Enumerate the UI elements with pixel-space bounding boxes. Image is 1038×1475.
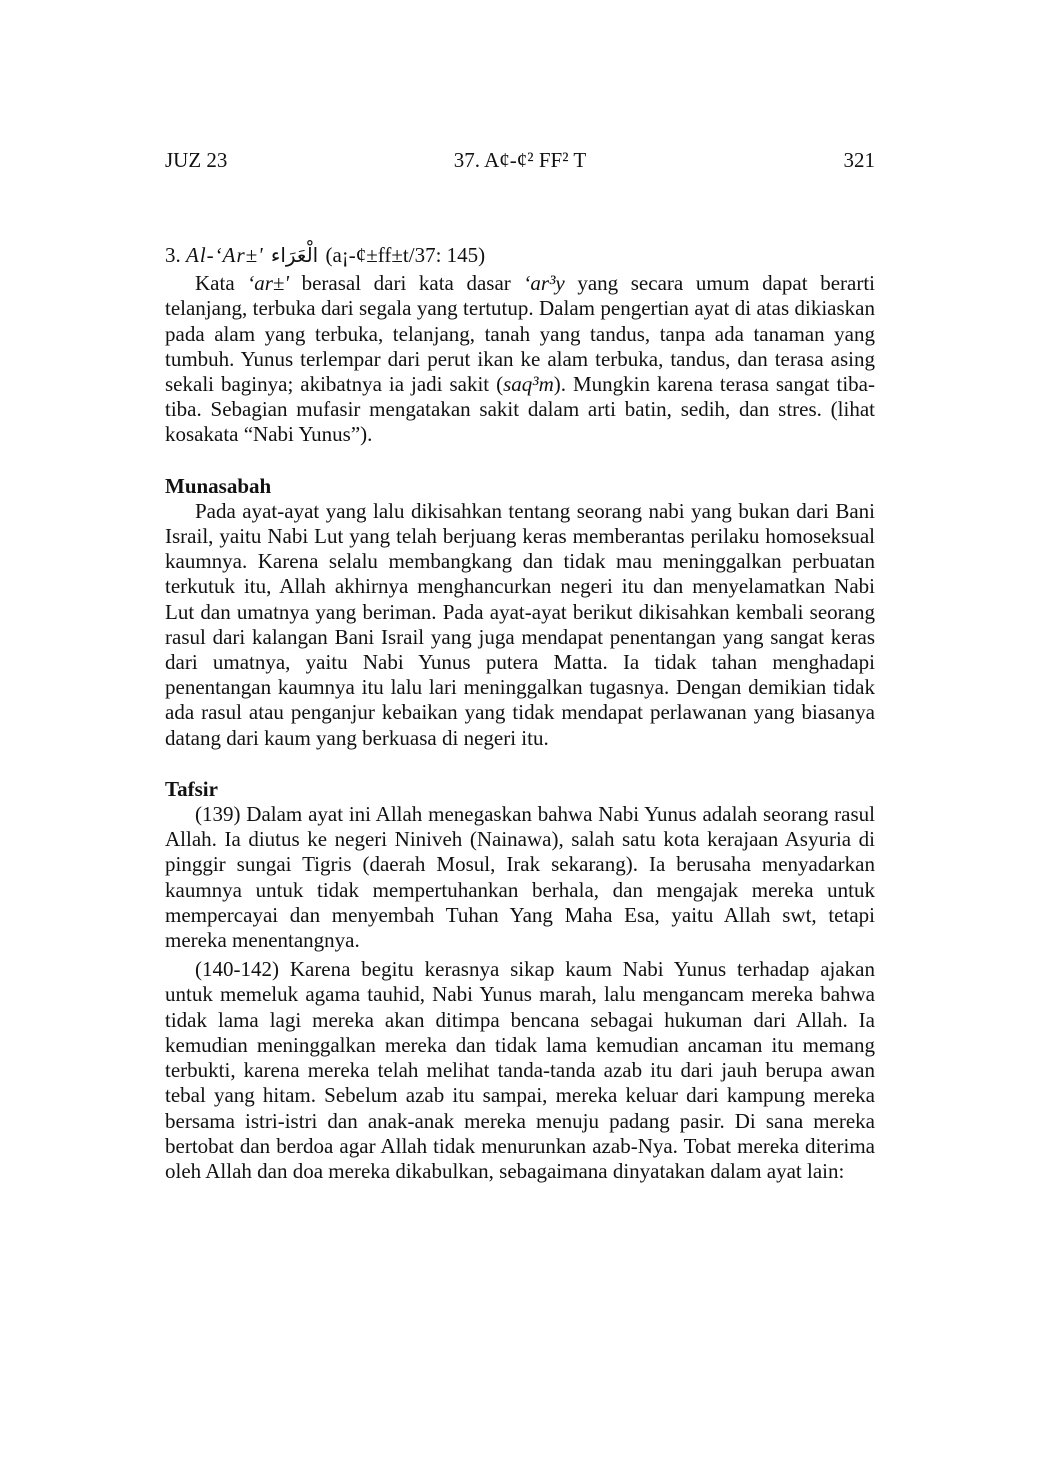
page-number: 321 (843, 148, 875, 172)
body-text (165, 243, 875, 1184)
tafsir-heading: Tafsir (165, 776, 218, 801)
vocab-italic-term: saq³m (503, 372, 554, 397)
vocab-item-number: 3. (165, 243, 181, 267)
vocab-text-part: berasal dari kata dasar (288, 271, 524, 296)
vocab-text-part: Kata (195, 271, 248, 296)
vocab-explanation (165, 271, 875, 447)
vocab-reference: (a¡-¢±ff±t/37: 145) (325, 243, 486, 267)
vocab-term: Al-‘Ar±' (186, 243, 264, 267)
tafsir-paragraph: (139) Dalam ayat ini Allah menegaskan bahwa Nabi Yunus adalah seorang rasul Allah. Ia diutus ke negeri Niniveh (Nainawa), salah satu kota kerajaan Asyuria di pinggir sungai Tigris (daerah Mosul, Irak sekarang). Ia berusaha menyadarkan kaumnya untuk tidak mempertuhankan berhala, dan mengajak mereka untuk mempercayai dan menyembah Tuhan Yang Maha Esa, yaitu Allah swt, tetapi mereka menentangnya. (165, 802, 875, 953)
surah-title: 37. A¢-¢² FF² T (453, 148, 587, 172)
running-header (165, 146, 875, 174)
vocab-text-part: ). Mungkin karena terasa sangat tiba-tiba. Sebagian mufasir mengatakan sakit dalam arti batin, sedih, dan stres. (lihat kosakata “Nabi Yunus”). (165, 372, 875, 447)
vocab-text-part: yang secara umum dapat berarti telanjang, terbuka dari segala yang tertutup. Dalam pengertian ayat di atas dikiaskan pada alam yang terbuka, telanjang, tanah yang tandus, tanpa ada tanaman yang tumbuh. Yunus terlempar dari perut ikan ke alam terbuka, tandus, dan terasa asing sekali baginya; akibatnya ia jadi sakit ( (165, 271, 875, 397)
tafsir-paragraph: (140-142) Karena begitu kerasnya sikap kaum Nabi Yunus terhadap ajakan untuk memeluk agama tauhid, Nabi Yunus marah, lalu mengancam mereka bahwa tidak lama lagi mereka akan ditimpa bencana sebagai hukuman dari Allah. Ia kemudian meninggalkan mereka dan tidak lama kemudian ancaman itu memang terbukti, karena mereka telah melihat tanda-tanda azab itu dari jauh berupa awan tebal yang hitam. Sebelum azab itu sampai, mereka keluar dari kampung mereka bersama istri-istri dan anak-anak mereka menuju padang pasir. Di sana mereka bertobat dan berdoa agar Allah tidak menurunkan azab-Nya. Tobat mereka diterima oleh Allah dan doa mereka dikabulkan, sebagaimana dinyatakan dalam ayat lain: (165, 957, 875, 1183)
vocab-italic-term: ‘ar±' (247, 271, 289, 296)
vocab-item-heading (165, 243, 875, 268)
vocab-italic-term: ‘ar³y (523, 271, 565, 296)
munasabah-paragraph: Pada ayat-ayat yang lalu dikisahkan tentang seorang nabi yang bukan dari Bani Israil, yaitu Nabi Lut yang telah berjuang keras memberantas perilaku homoseksual kaumnya. Karena selalu membangkang dan tidak mau meninggalkan perbuatan terkutuk itu, Allah akhirnya menghancurkan negeri itu dan menyelamatkan Nabi Lut dan umatnya yang beriman. Pada ayat-ayat berikut dikisahkan kembali seorang rasul dari kalangan Bani Israil yang juga mendapat penentangan yang sangat keras dari umatnya, yaitu Nabi Yunus putera Matta. Ia tidak tahan menghadapi penentangan kaumnya itu lalu lari meninggalkan tugasnya. Dengan demikian tidak ada rasul atau penganjur kebaikan yang tidak mendapat perlawanan yang biasanya datang dari kaum yang berkuasa di negeri itu. (165, 498, 875, 750)
munasabah-heading: Munasabah (165, 473, 272, 498)
vocab-arabic-term: الْعَرَاء (270, 243, 319, 267)
juz-label: JUZ 23 (165, 148, 228, 172)
